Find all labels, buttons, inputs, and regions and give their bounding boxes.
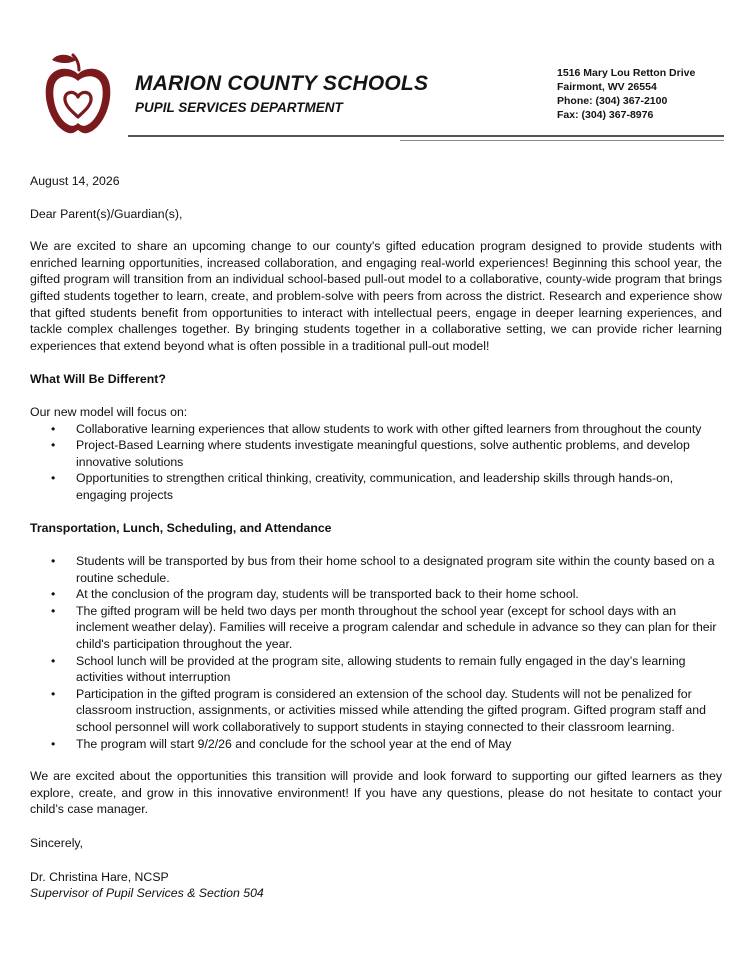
list-item-text: At the conclusion of the program day, students will be transported back to their home school. (76, 587, 579, 602)
address-phone: Phone: (304) 367-2100 (557, 95, 668, 107)
signer-title: Supervisor of Pupil Services & Section 504 (30, 886, 264, 901)
list-item (51, 686, 722, 736)
list-item-text: Opportunities to strengthen critical thinking, creativity, communication, and leadership skills through hands-on, engaging projects (76, 471, 674, 502)
org-name: MARION COUNTY SCHOOLS (135, 72, 429, 95)
signoff: Sincerely, (30, 836, 84, 850)
list-item-text: The gifted program will be held two days per month throughout the school year (except for school days with an inclement weather delay). Families will receive a program calendar and schedule in advance so they can plan for their child's participation throughout the year. (76, 603, 717, 652)
bullet-icon: • (51, 438, 56, 453)
bullet-icon: • (51, 603, 56, 618)
list-item-text: Students will be transported by bus from their home school to a designated program site within the county based on a routine schedule. (76, 554, 715, 585)
list-item-text: The program will start 9/2/26 and conclude for the school year at the end of May (76, 736, 512, 751)
list-item-text: Participation in the gifted program is considered an extension of the school day. Students will not be penalized for classroom instruction, assignments, or activities missed while attending the gifted program. Gifted program staff and school personnel will work collaboratively to support students in staying connected to their classroom learning. (76, 686, 706, 735)
letterhead-divider (128, 135, 724, 137)
list-item (51, 470, 722, 503)
section-heading-logistics: Transportation, Lunch, Scheduling, and Attendance (30, 520, 332, 535)
letterhead-divider-secondary (400, 140, 724, 141)
list-item-text: Collaborative learning experiences that allow students to work with other gifted learners from throughout the county (76, 421, 702, 436)
list-item (51, 653, 722, 686)
address-street: 1516 Mary Lou Retton Drive (557, 67, 696, 79)
bullet-icon: • (51, 421, 56, 436)
list-item (51, 437, 722, 470)
focus-intro: Our new model will focus on: (30, 404, 188, 419)
list-item (51, 736, 722, 753)
letterhead (0, 0, 750, 150)
list-item-text: School lunch will be provided at the program site, allowing students to remain fully engaged in the day’s learning activities without interruption (76, 653, 686, 685)
list-item (51, 603, 722, 653)
letter-date: August 14, 2026 (30, 174, 120, 188)
closing-paragraph: We are excited about the opportunities this transition will provide and look forward to supporting our gifted learners as they explore, create, and grow in this innovative environment! If you have any questions, please do not hesitate to contact your child’s case manager. (30, 769, 722, 817)
bullet-icon: • (51, 686, 56, 701)
bullet-icon: • (51, 554, 56, 569)
address-city: Fairmont, WV 26554 (557, 81, 657, 93)
letter-body (30, 173, 722, 902)
address-fax: Fax: (304) 367-8976 (557, 109, 654, 121)
letter-greeting: Dear Parent(s)/Guardian(s), (30, 206, 183, 221)
bullet-icon: • (51, 736, 56, 751)
intro-paragraph: We are excited to share an upcoming change to our county's gifted education program designed to provide students with enriched learning opportunities, increased collaboration, and engaging real-world experiences! Beginning this school year, the gifted program will transition from an individual school-based pull-out model to a collaborative, county-wide program that brings gifted students together to learn, create, and problem-solve with peers from across the district. Research and experience show that gifted students benefit from opportunities to interact with intellectual peers, engage in deeper learning experiences, and tackle complex challenges together. By bringing students together in a collaborative setting, we can provide richer learning experiences that extend beyond what is often possible in a traditional pull-out model! (30, 239, 722, 353)
focus-list (30, 421, 722, 504)
apple-heart-logo-icon (42, 50, 114, 136)
department-name: PUPIL SERVICES DEPARTMENT (135, 100, 343, 115)
bullet-icon: • (51, 653, 56, 668)
section-heading-different: What Will Be Different? (30, 372, 166, 387)
list-item-text: Project-Based Learning where students investigate meaningful questions, solve authentic problems, and develop innovative solutions (76, 438, 690, 469)
bullet-icon: • (51, 471, 56, 486)
logistics-list (30, 553, 722, 752)
address-block (557, 66, 695, 122)
list-item (51, 421, 722, 438)
list-item (51, 586, 722, 603)
bullet-icon: • (51, 587, 56, 602)
list-item (51, 553, 722, 586)
signer-name: Dr. Christina Hare, NCSP (30, 869, 169, 884)
